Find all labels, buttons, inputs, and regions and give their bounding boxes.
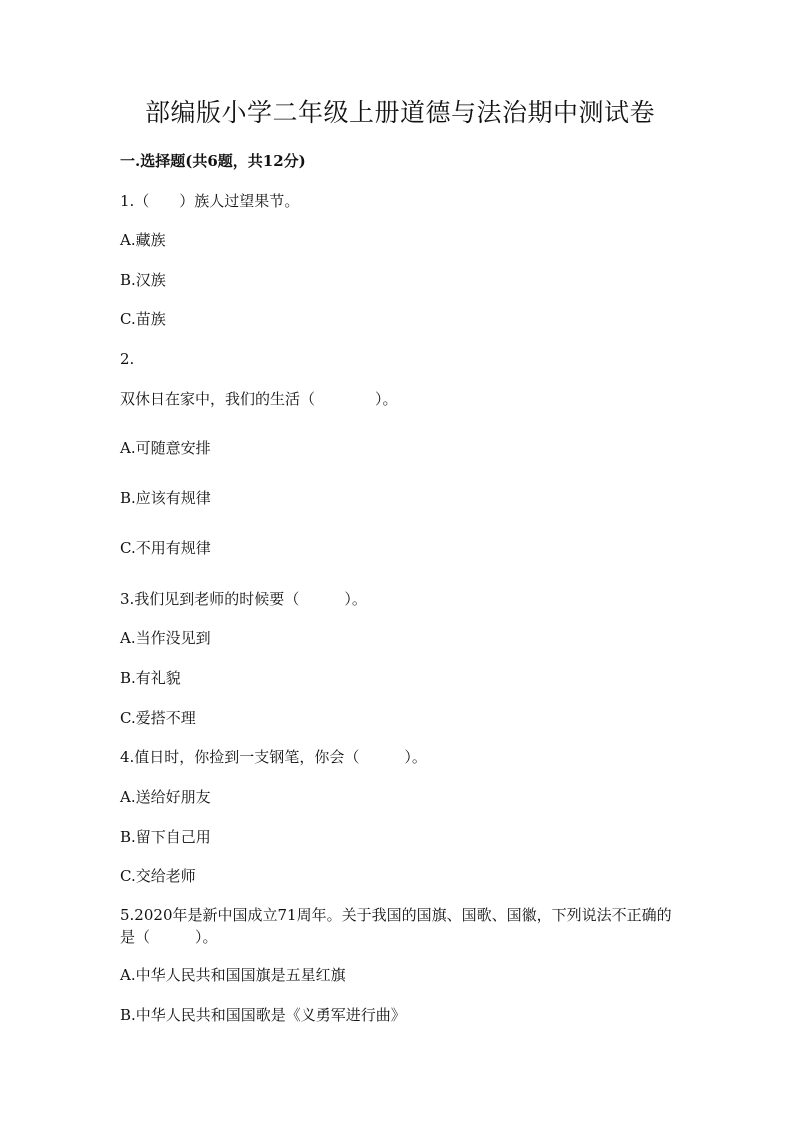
- question-2-option-c: C.不用有规律: [120, 539, 211, 557]
- question-5-stem: 5.2020年是新中国成立71周年。关于我国的国旗、国歌、国徽，下列说法不正确的是（ ）。: [120, 906, 672, 946]
- section-heading: 一.选择题(共6题，共12分): [120, 152, 306, 170]
- question-4-option-b: B.留下自己用: [120, 828, 211, 846]
- question-3-option-b: B.有礼貌: [120, 669, 181, 687]
- question-3-option-a: A.当作没见到: [120, 629, 211, 647]
- question-5-option-a: A.中华人民共和国国旗是五星红旗: [120, 966, 346, 984]
- question-2-number: 2.: [120, 350, 135, 368]
- question-3-stem: 3.我们见到老师的时候要（ ）。: [120, 590, 367, 608]
- question-4-option-a: A.送给好朋友: [120, 788, 211, 806]
- question-2-option-b: B.应该有规律: [120, 489, 211, 507]
- question-5-option-b: B.中华人民共和国国歌是《义勇军进行曲》: [120, 1006, 406, 1024]
- question-3-option-c: C.爱搭不理: [120, 709, 196, 727]
- page-title: 部编版小学二年级上册道德与法治期中测试卷: [144, 98, 655, 127]
- question-1-option-b: B.汉族: [120, 271, 166, 289]
- question-1-option-c: C.苗族: [120, 310, 166, 328]
- question-4-option-c: C.交给老师: [120, 867, 196, 885]
- question-2-option-a: A.可随意安排: [120, 439, 211, 457]
- question-4-stem: 4.值日时，你捡到一支钢笔，你会（ ）。: [120, 748, 427, 766]
- question-1-option-a: A.藏族: [120, 231, 166, 249]
- question-2-stem: 双休日在家中，我们的生活（ ）。: [120, 390, 398, 408]
- question-1-stem: 1.（ ）族人过望果节。: [120, 192, 300, 210]
